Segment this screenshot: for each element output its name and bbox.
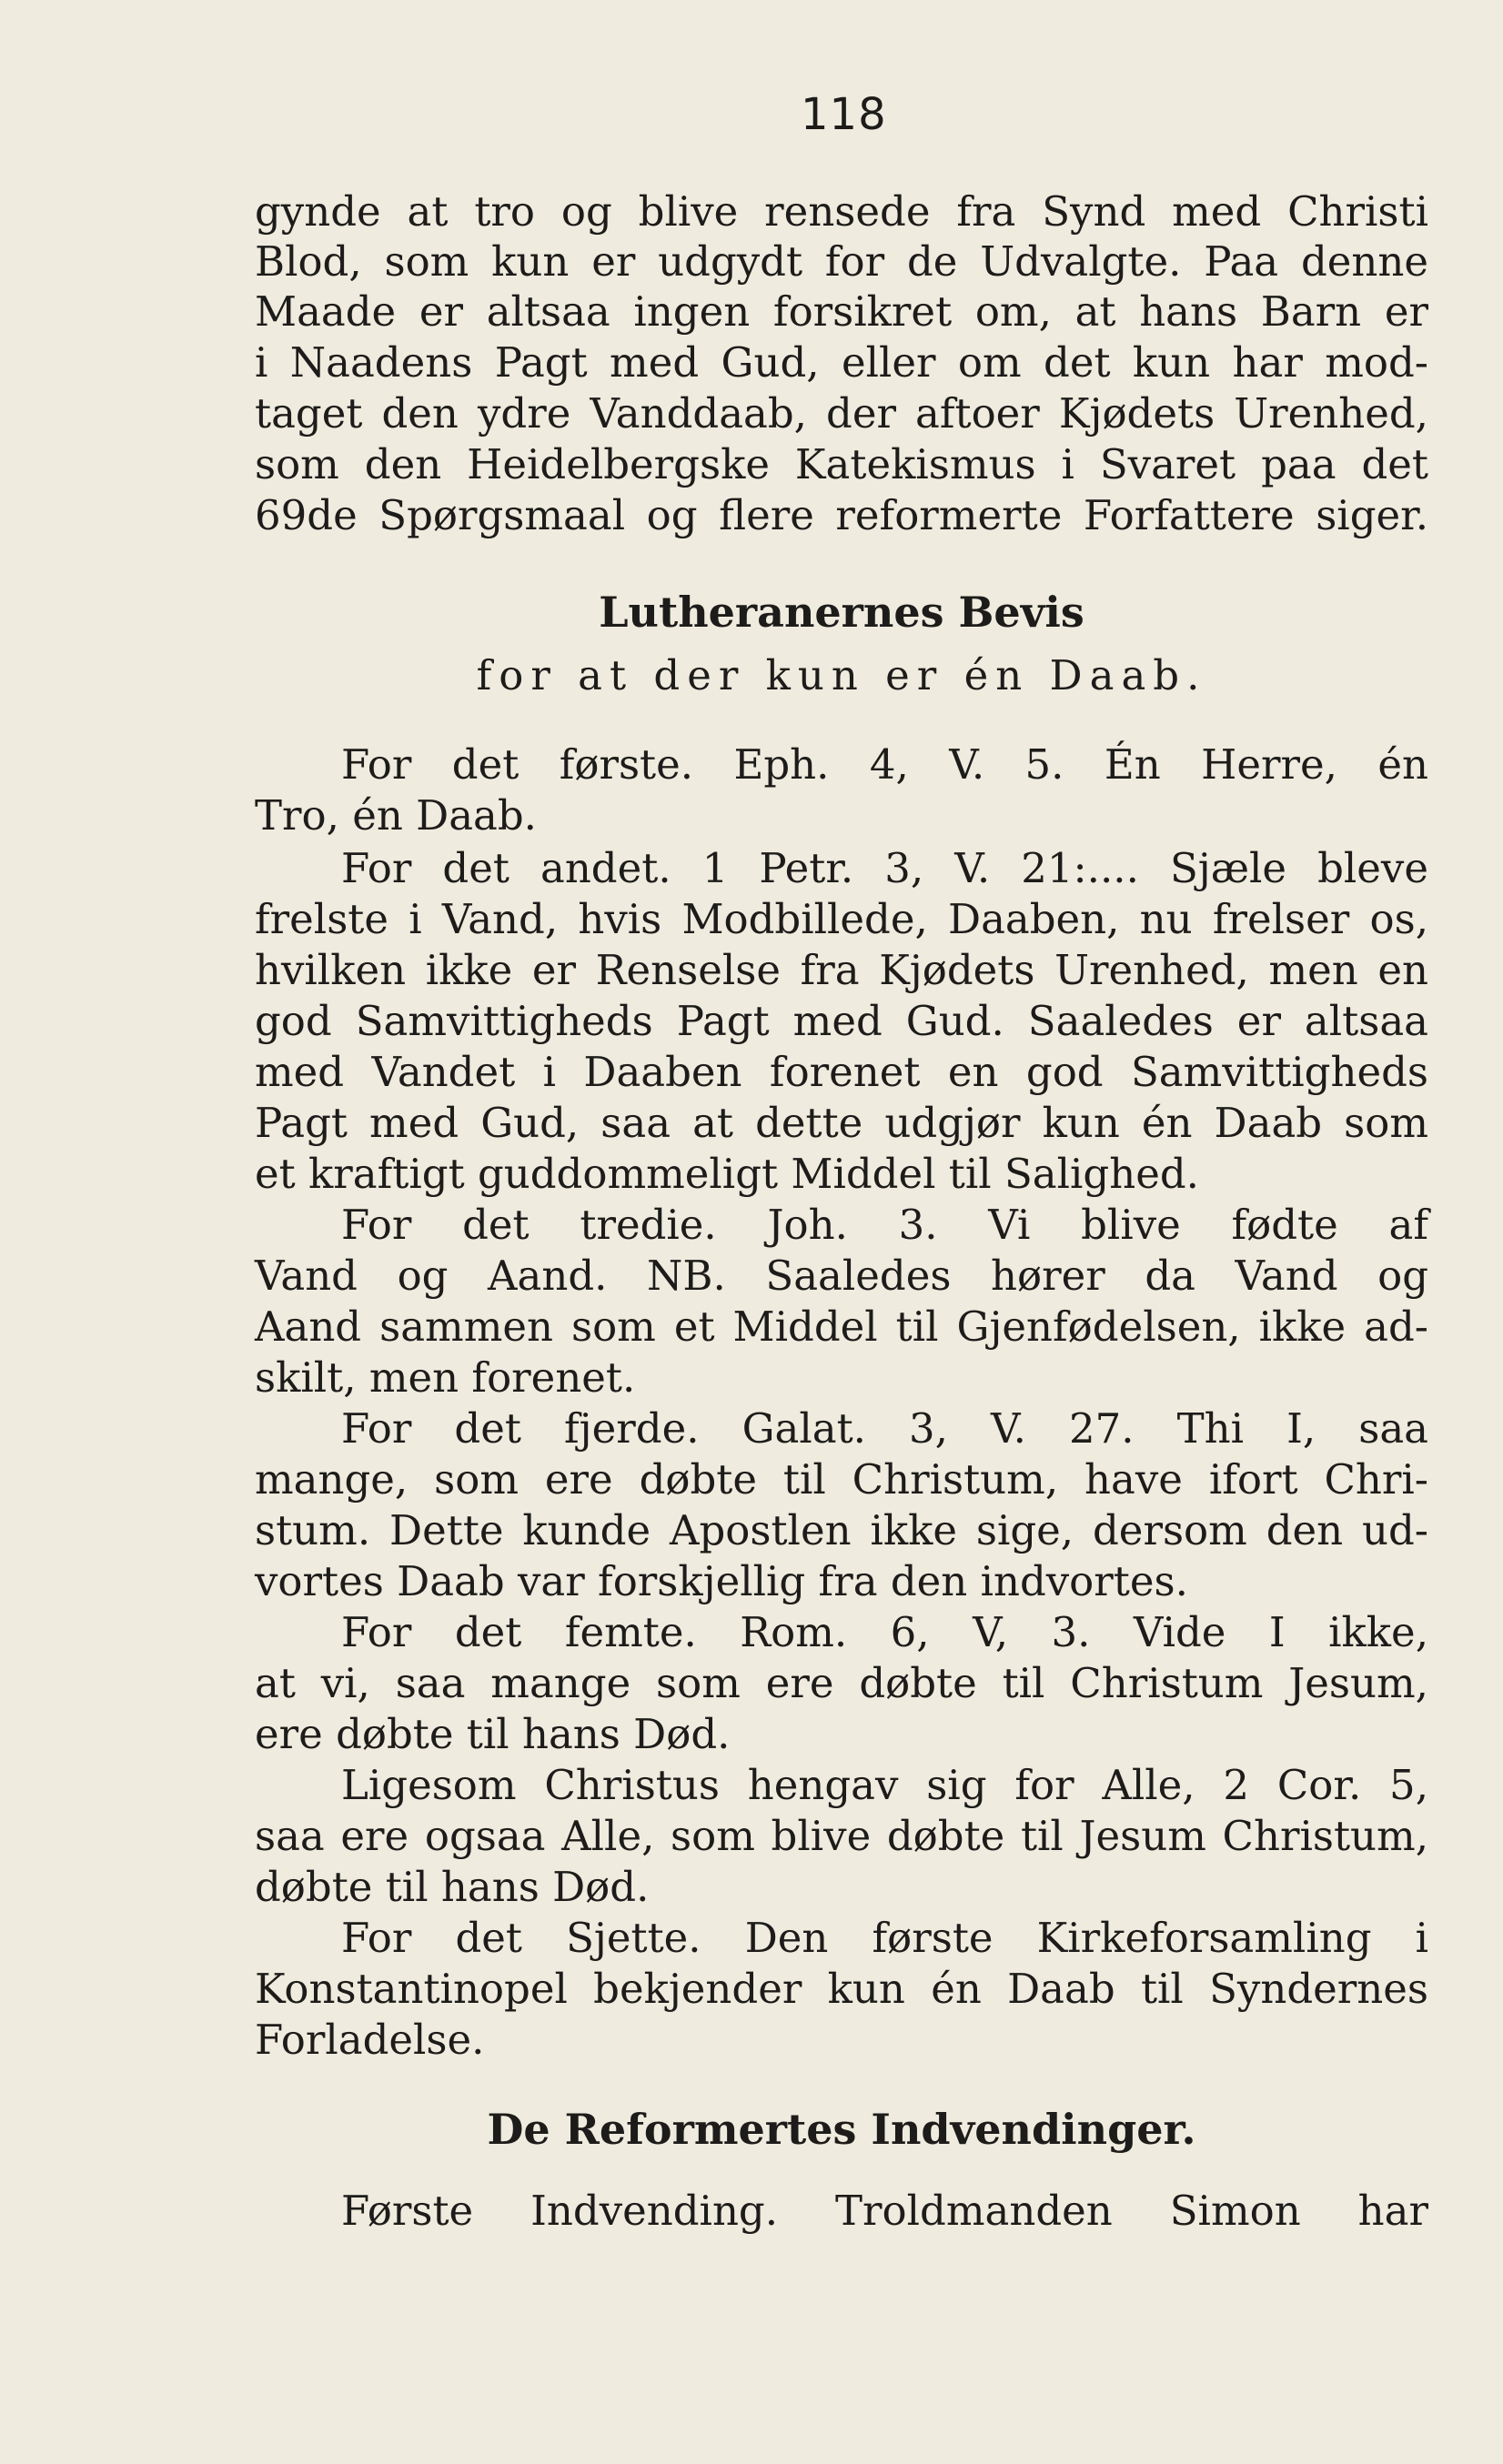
text-line: som den Heidelbergske Katekismus i Svaret paa det [255, 440, 1428, 488]
text-line: Konstantinopel bekjender kun én Daab til Syndernes [255, 1965, 1428, 2013]
section-heading: De Reformertes Indvendinger. [487, 2105, 1196, 2154]
text-line: stum. Dette kunde Apostlen ikke sige, dersom den ud- [255, 1506, 1428, 1554]
text-line: taget den ydre Vanddaab, der aftoer Kjødets Urenhed, [255, 389, 1428, 437]
text-line: Ligesom Christus hengav sig for Alle, 2 Cor. 5, [341, 1761, 1428, 1809]
text-line: ere døbte til hans Død. [255, 1710, 731, 1758]
text-line: Første Indvending. Troldmanden Simon har [341, 2187, 1428, 2235]
text-line: at vi, saa mange som ere døbte til Christum Jesum, [255, 1659, 1428, 1707]
text-line: Tro, én Daab. [255, 791, 537, 840]
text-line: i Naadens Pagt med Gud, eller om det kun har mod- [255, 338, 1428, 387]
page-number: 118 [801, 89, 887, 140]
text-line: vortes Daab var forskjellig fra den indvortes. [255, 1557, 1188, 1605]
text-line: Blod, som kun er udgydt for de Udvalgte. Paa denne [255, 237, 1428, 286]
text-line: For det Sjette. Den første Kirkeforsamling i [341, 1914, 1428, 1962]
text-line: Maade er altsaa ingen forsikret om, at hans Barn er [255, 287, 1428, 336]
text-line: For det andet. 1 Petr. 3, V. 21:.... Sjæle bleve [341, 844, 1428, 892]
text-line: skilt, men forenet. [255, 1353, 636, 1402]
text-line: Forladelse. [255, 2016, 485, 2064]
text-line: 69de Spørgsmaal og flere reformerte Forfattere siger. [255, 491, 1428, 539]
text-line: døbte til hans Død. [255, 1863, 650, 1911]
text-line: For det fjerde. Galat. 3, V. 27. Thi I, saa [341, 1404, 1428, 1453]
text-line: hvilken ikke er Renselse fra Kjødets Urenhed, men en [255, 946, 1428, 994]
text-line: For det første. Eph. 4, V. 5. Én Herre, én [341, 740, 1428, 789]
text-line: frelste i Vand, hvis Modbillede, Daaben, nu frelser os, [255, 895, 1428, 943]
text-line: god Samvittigheds Pagt med Gud. Saaledes er altsaa [255, 997, 1428, 1045]
section-heading: Lutheranernes Bevis [599, 588, 1084, 637]
text-line: Aand sammen som et Middel til Gjenfødelsen, ikke ad- [255, 1302, 1428, 1351]
text-line: med Vandet i Daaben forenet en god Samvittigheds [255, 1048, 1428, 1096]
text-line: gynde at tro og blive rensede fra Synd med Christi [255, 187, 1428, 236]
text-line: For det tredie. Joh. 3. Vi blive fødte af [341, 1201, 1428, 1249]
text-line: mange, som ere døbte til Christum, have ifort Chri- [255, 1455, 1428, 1504]
text-line: For det femte. Rom. 6, V, 3. Vide I ikke, [341, 1608, 1428, 1656]
text-line: Pagt med Gud, saa at dette udgjør kun én Daab som [255, 1099, 1428, 1147]
text-line: Vand og Aand. NB. Saaledes hører da Vand og [255, 1252, 1428, 1300]
text-line: et kraftigt guddommeligt Middel til Salighed. [255, 1150, 1199, 1198]
text-line: saa ere ogsaa Alle, som blive døbte til Jesum Christum, [255, 1812, 1428, 1860]
section-subheading: for at der kun er én Daab. [476, 651, 1207, 699]
